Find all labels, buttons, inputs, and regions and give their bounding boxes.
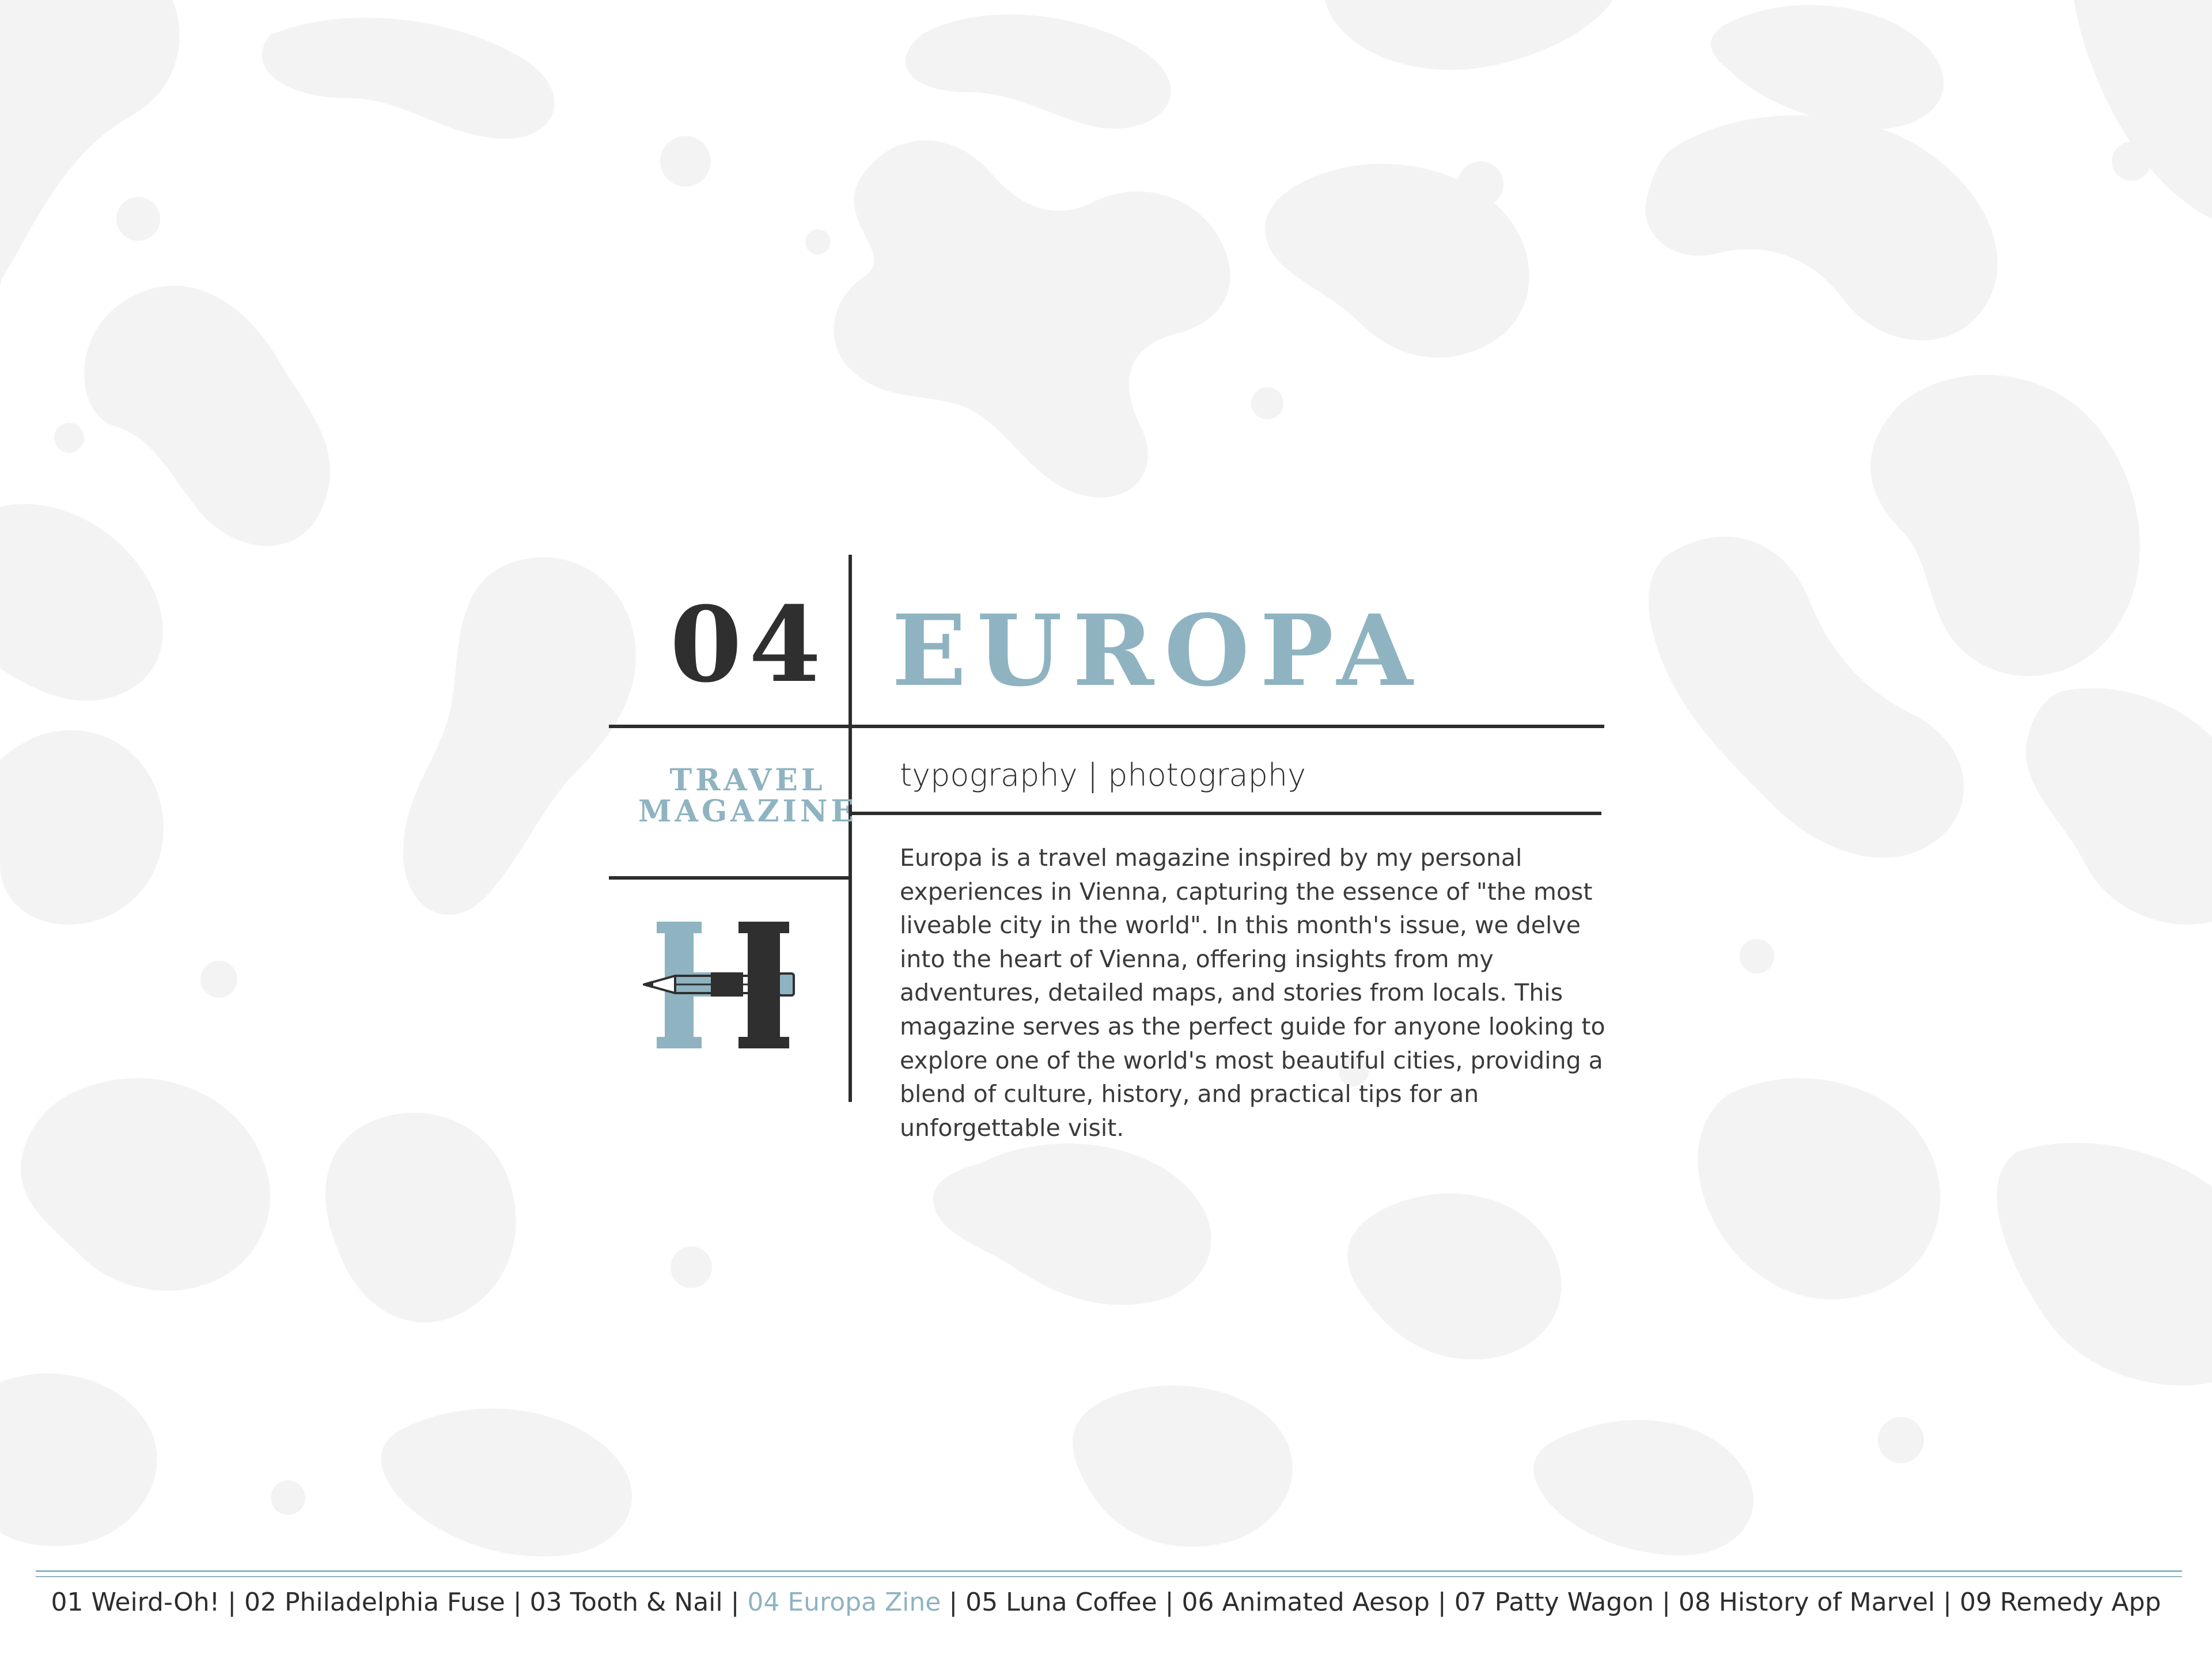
nav-separator: |: [941, 1588, 966, 1617]
nav-separator: |: [1429, 1588, 1455, 1617]
category-bottom-rule: [609, 876, 851, 880]
project-category: [609, 765, 886, 827]
footer-nav-item[interactable]: 07 Patty Wagon: [1454, 1588, 1654, 1617]
nav-separator: |: [1935, 1588, 1960, 1617]
project-description: Europa is a travel magazine inspired by my personal experiences in Vienna, capturing the essence of "the most liveable city in the world". In this month's issue, we delve into the heart of Vienna, offering insights from my adventures, detailed maps, and stories from locals. This magazine serves as the perfect guide for anyone looking to explore one of the world's most beautiful cities, providing a blend of culture, history, and practical tips for an unforgettable visit.: [900, 844, 1605, 1142]
nav-separator: |: [1654, 1588, 1679, 1617]
footer-nav-item[interactable]: 02 Philadelphia Fuse: [244, 1588, 505, 1617]
project-title: EUROPA: [892, 593, 1423, 709]
footer-nav-item[interactable]: 04 Europa Zine: [747, 1588, 941, 1617]
footer-rule-bottom: [36, 1576, 2182, 1577]
category-line-travel: TRAVEL: [669, 763, 826, 798]
footer-nav-item[interactable]: 05 Luna Coffee: [965, 1588, 1157, 1617]
nav-separator: |: [219, 1588, 245, 1617]
nav-separator: |: [1157, 1588, 1182, 1617]
footer-rule-top: [36, 1570, 2182, 1572]
footer-nav-item[interactable]: 09 Remedy App: [1959, 1588, 2161, 1617]
footer-nav-item[interactable]: 01 Weird-Oh!: [51, 1588, 220, 1617]
nav-separator: |: [722, 1588, 748, 1617]
category-line-magazine: MAGAZINE: [638, 794, 858, 829]
nav-separator: |: [505, 1588, 530, 1617]
footer-nav-item[interactable]: 03 Tooth & Nail: [529, 1588, 723, 1617]
project-disciplines: typography | photography: [900, 757, 1306, 793]
letter-h-pencil-icon: [639, 916, 824, 1054]
project-number: 04: [669, 584, 828, 706]
top-horizontal-rule: [609, 725, 1604, 728]
footer-nav-item[interactable]: 06 Animated Aesop: [1181, 1588, 1430, 1617]
disciplines-rule: [850, 812, 1601, 815]
footer-nav-item[interactable]: 08 History of Marvel: [1678, 1588, 1936, 1617]
footer-project-nav: [0, 1580, 2212, 1626]
